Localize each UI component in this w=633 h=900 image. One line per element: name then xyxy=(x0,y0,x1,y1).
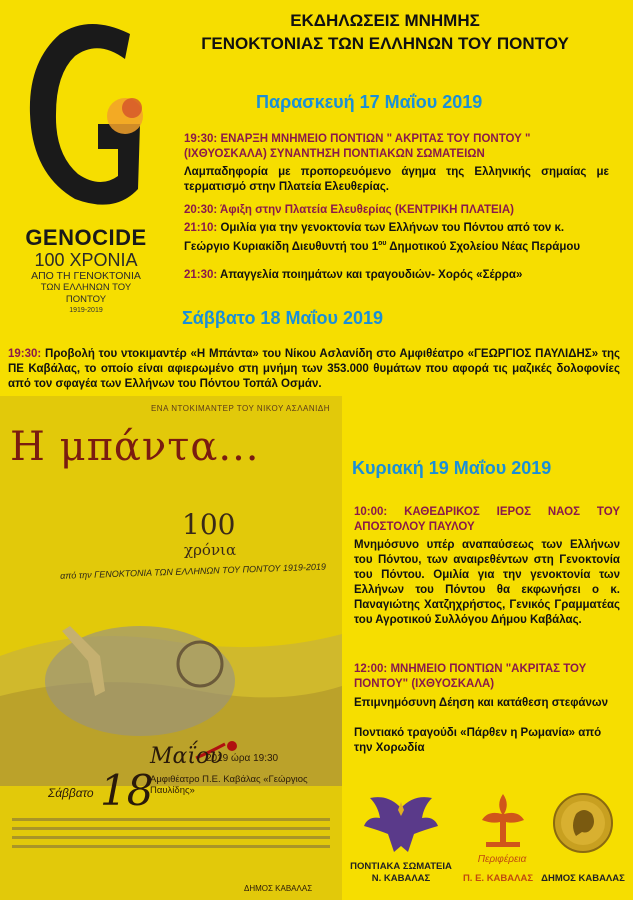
friday-event3-sup: ου xyxy=(378,240,387,247)
friday-event1-place: ΕΝΑΡΞΗ ΜΝΗΜΕΙΟ ΠΟΝΤΙΩΝ " ΑΚΡΙΤΑΣ ΤΟΥ ΠΟΝΤΟΥ " (ΙΧΘΥΟΣΚΑΛΑ) ΣΥΝΑΝΤΗΣΗ ΠΟΝΤΙΑΚΩΝ ΣΩΜΑΤΕΙΩΝ xyxy=(184,133,531,160)
friday-heading: Παρασκευή 17 Μαΐου 2019 xyxy=(256,92,483,112)
sunday-event2-place: ΜΝΗΜΕΙΟ ΠΟΝΤΙΩΝ "ΑΚΡΙΤΑΣ ΤΟΥ ΠΟΝΤΟΥ" (ΙΧΘΥΟΣΚΑΛΑ) xyxy=(354,663,587,690)
friday-event1-title xyxy=(184,132,609,162)
friday-event3-time: 21:10: xyxy=(184,222,218,234)
friday-event2 xyxy=(184,203,609,218)
friday-event3-text-a: Ομιλία για την γενοκτονία των Ελλήνων του Πόντου από τον κ. Γεώργιο Κυριακίδη Διευθυντή του 1 xyxy=(184,222,565,253)
org1-label-a: ΠΟΝΤΙΑΚΑ ΣΩΜΑΤΕΙΑ xyxy=(350,861,452,872)
friday-event3-text-b: Δημοτικού Σχολείου Νέας Περάμου xyxy=(386,240,581,253)
genocide-g-logo xyxy=(20,14,150,214)
saturday-event1 xyxy=(8,347,620,392)
page-title-line2: ΓΕΝΟΚΤΟΝΙΑΣ ΤΩΝ ΕΛΛΗΝΩΝ ΤΟΥ ΠΟΝΤΟΥ xyxy=(201,34,569,53)
coin-head-icon xyxy=(552,792,614,854)
poster-credit-line: ΕΝΑ ΝΤΟΚΙΜΑΝΤΕΡ ΤΟΥ ΝΙΚΟΥ ΑΣΛΑΝΙΔΗ xyxy=(150,404,330,413)
years-label: 100 ΧΡΟΝΙΑ xyxy=(34,250,138,270)
friday-event2-title: Άφιξη στην Πλατεία Ελευθερίας (ΚΕΝΤΡΙΚΗ ΠΛΑΤΕΙΑ) xyxy=(220,204,514,216)
double-headed-eagle-icon xyxy=(360,790,442,860)
poster-date-number: 18 xyxy=(100,766,154,815)
poster-title: Η μπάντα... xyxy=(10,424,260,470)
poster-day: Σάββατο xyxy=(48,786,94,800)
saturday-event1-text: Προβολή του ντοκιμαντέρ «Η Μπάντα» του Νίκου Ασλανίδη στο Αμφιθέατρο «ΓΕΩΡΓΙΟΣ ΠΑΥΛΙΔΗΣ» της ΠΕ Καβάλας, το οποίο είναι αφιερωμένο στη μνήμη των 353.000 θυμάτων που αφορά τις μαζικές δολοφονίες από τον σφαγέα των Ελλήνων του Πόντου Τοπάλ Οσμάν. xyxy=(8,348,620,390)
logo-sub2: ΤΩΝ ΕΛΛΗΝΩΝ ΤΟΥ ΠΟΝΤΟΥ xyxy=(40,282,132,305)
poster-credits-block xyxy=(12,814,330,874)
friday-event4 xyxy=(184,268,609,283)
sunday-event1-time: 10:00: xyxy=(354,506,388,518)
friday-event1-time: 19:30: xyxy=(184,133,218,145)
page-title-line1: ΕΚΔΗΛΩΣΕΙΣ ΜΝΗΜΗΣ xyxy=(290,11,480,30)
g-letter-icon xyxy=(20,14,150,214)
genocide-word: GENOCIDE xyxy=(25,225,147,250)
friday-event4-time: 21:30: xyxy=(184,269,218,281)
sunday-event2-text1: Επιμνημόσυνη Δέηση και κατάθεση στεφάνων xyxy=(354,697,608,709)
saturday-event1-time: 19:30: xyxy=(8,348,42,360)
poster-xronia: χρόνια xyxy=(184,541,237,559)
poster-venue: Αμφιθέατρο Π.Ε. Καβάλας «Γεώργιος Παυλίδης» xyxy=(150,774,308,796)
poster-dimos-label: ΔΗΜΟΣ ΚΑΒΑΛΑΣ xyxy=(244,884,313,893)
org2-label-b: Π. Ε. ΚΑΒΑΛΑΣ xyxy=(462,873,534,884)
friday-event4-text: Απαγγελία ποιημάτων και τραγουδιών- Χορός «Σέρρα» xyxy=(220,269,523,281)
friday-event1-text: Λαμπαδηφορία με προπορευόμενο άγημα της Ελληνικής σημαίας με τερματισμό στην Πλατεία Ελευθερίας. xyxy=(184,166,609,193)
sunday-event2-text2: Ποντιακό τραγούδι «Πάρθεν η Ρωμανία» από την Χορωδία xyxy=(354,727,602,754)
sunday-event2-time: 12:00: xyxy=(354,663,388,675)
org2-label-a: Περιφέρεια xyxy=(477,854,527,865)
poster-year-time: 2019 ώρα 19:30 xyxy=(206,753,279,764)
sunday-event2-title xyxy=(354,662,620,692)
logo-sub1: ΑΠΟ ΤΗ ΓΕΝΟΚΤΟΝΙΑ xyxy=(31,270,141,282)
sunday-event1-text: Μνημόσυνο υπέρ αναπαύσεως των Ελλήνων του Πόντου, των αναιρεθέντων στη Γενοκτονία του Πόντου. Ομιλία για την γενοκτονία των Ελλήνων του Πόντου θα εκφωνήσει ο κ. Παναγιώτης Χατζηχρήστος, Γενικός Γραμματέας του Αγροτικού Συλλόγου Δήμου Καβάλας. xyxy=(354,539,620,626)
org1-label-b: Ν. ΚΑΒΑΛΑΣ xyxy=(371,873,431,884)
poster-banner: από την ΓΕΝΟΚΤΟΝΙΑ ΤΩΝ ΕΛΛΗΝΩΝ ΤΟΥ ΠΟΝΤΟΥ 1919-2019 xyxy=(59,561,327,581)
saturday-heading: Σάββατο 18 Μαΐου 2019 xyxy=(182,308,384,328)
poster-month: Μαΐου xyxy=(150,744,223,769)
sunday-heading: Κυριακή 19 Μαΐου 2019 xyxy=(352,458,552,478)
regional-emblem-icon xyxy=(468,790,538,852)
documentary-poster xyxy=(0,396,342,900)
logo-range: 1919-2019 xyxy=(69,307,103,314)
genocide-logo-text xyxy=(22,226,150,316)
org3-label: ΔΗΜΟΣ ΚΑΒΑΛΑΣ xyxy=(541,873,625,884)
sunday-event1-place: ΚΑΘΕΔΡΙΚΟΣ ΙΕΡΟΣ ΝΑΟΣ ΤΟΥ ΑΠΟΣΤΟΛΟΥ ΠΑΥΛΟΥ xyxy=(354,506,620,533)
friday-event3 xyxy=(184,221,609,255)
friday-event2-time: 20:30: xyxy=(184,204,218,216)
sunday-event1-title xyxy=(354,505,620,535)
poster-100: 100 xyxy=(182,508,236,541)
